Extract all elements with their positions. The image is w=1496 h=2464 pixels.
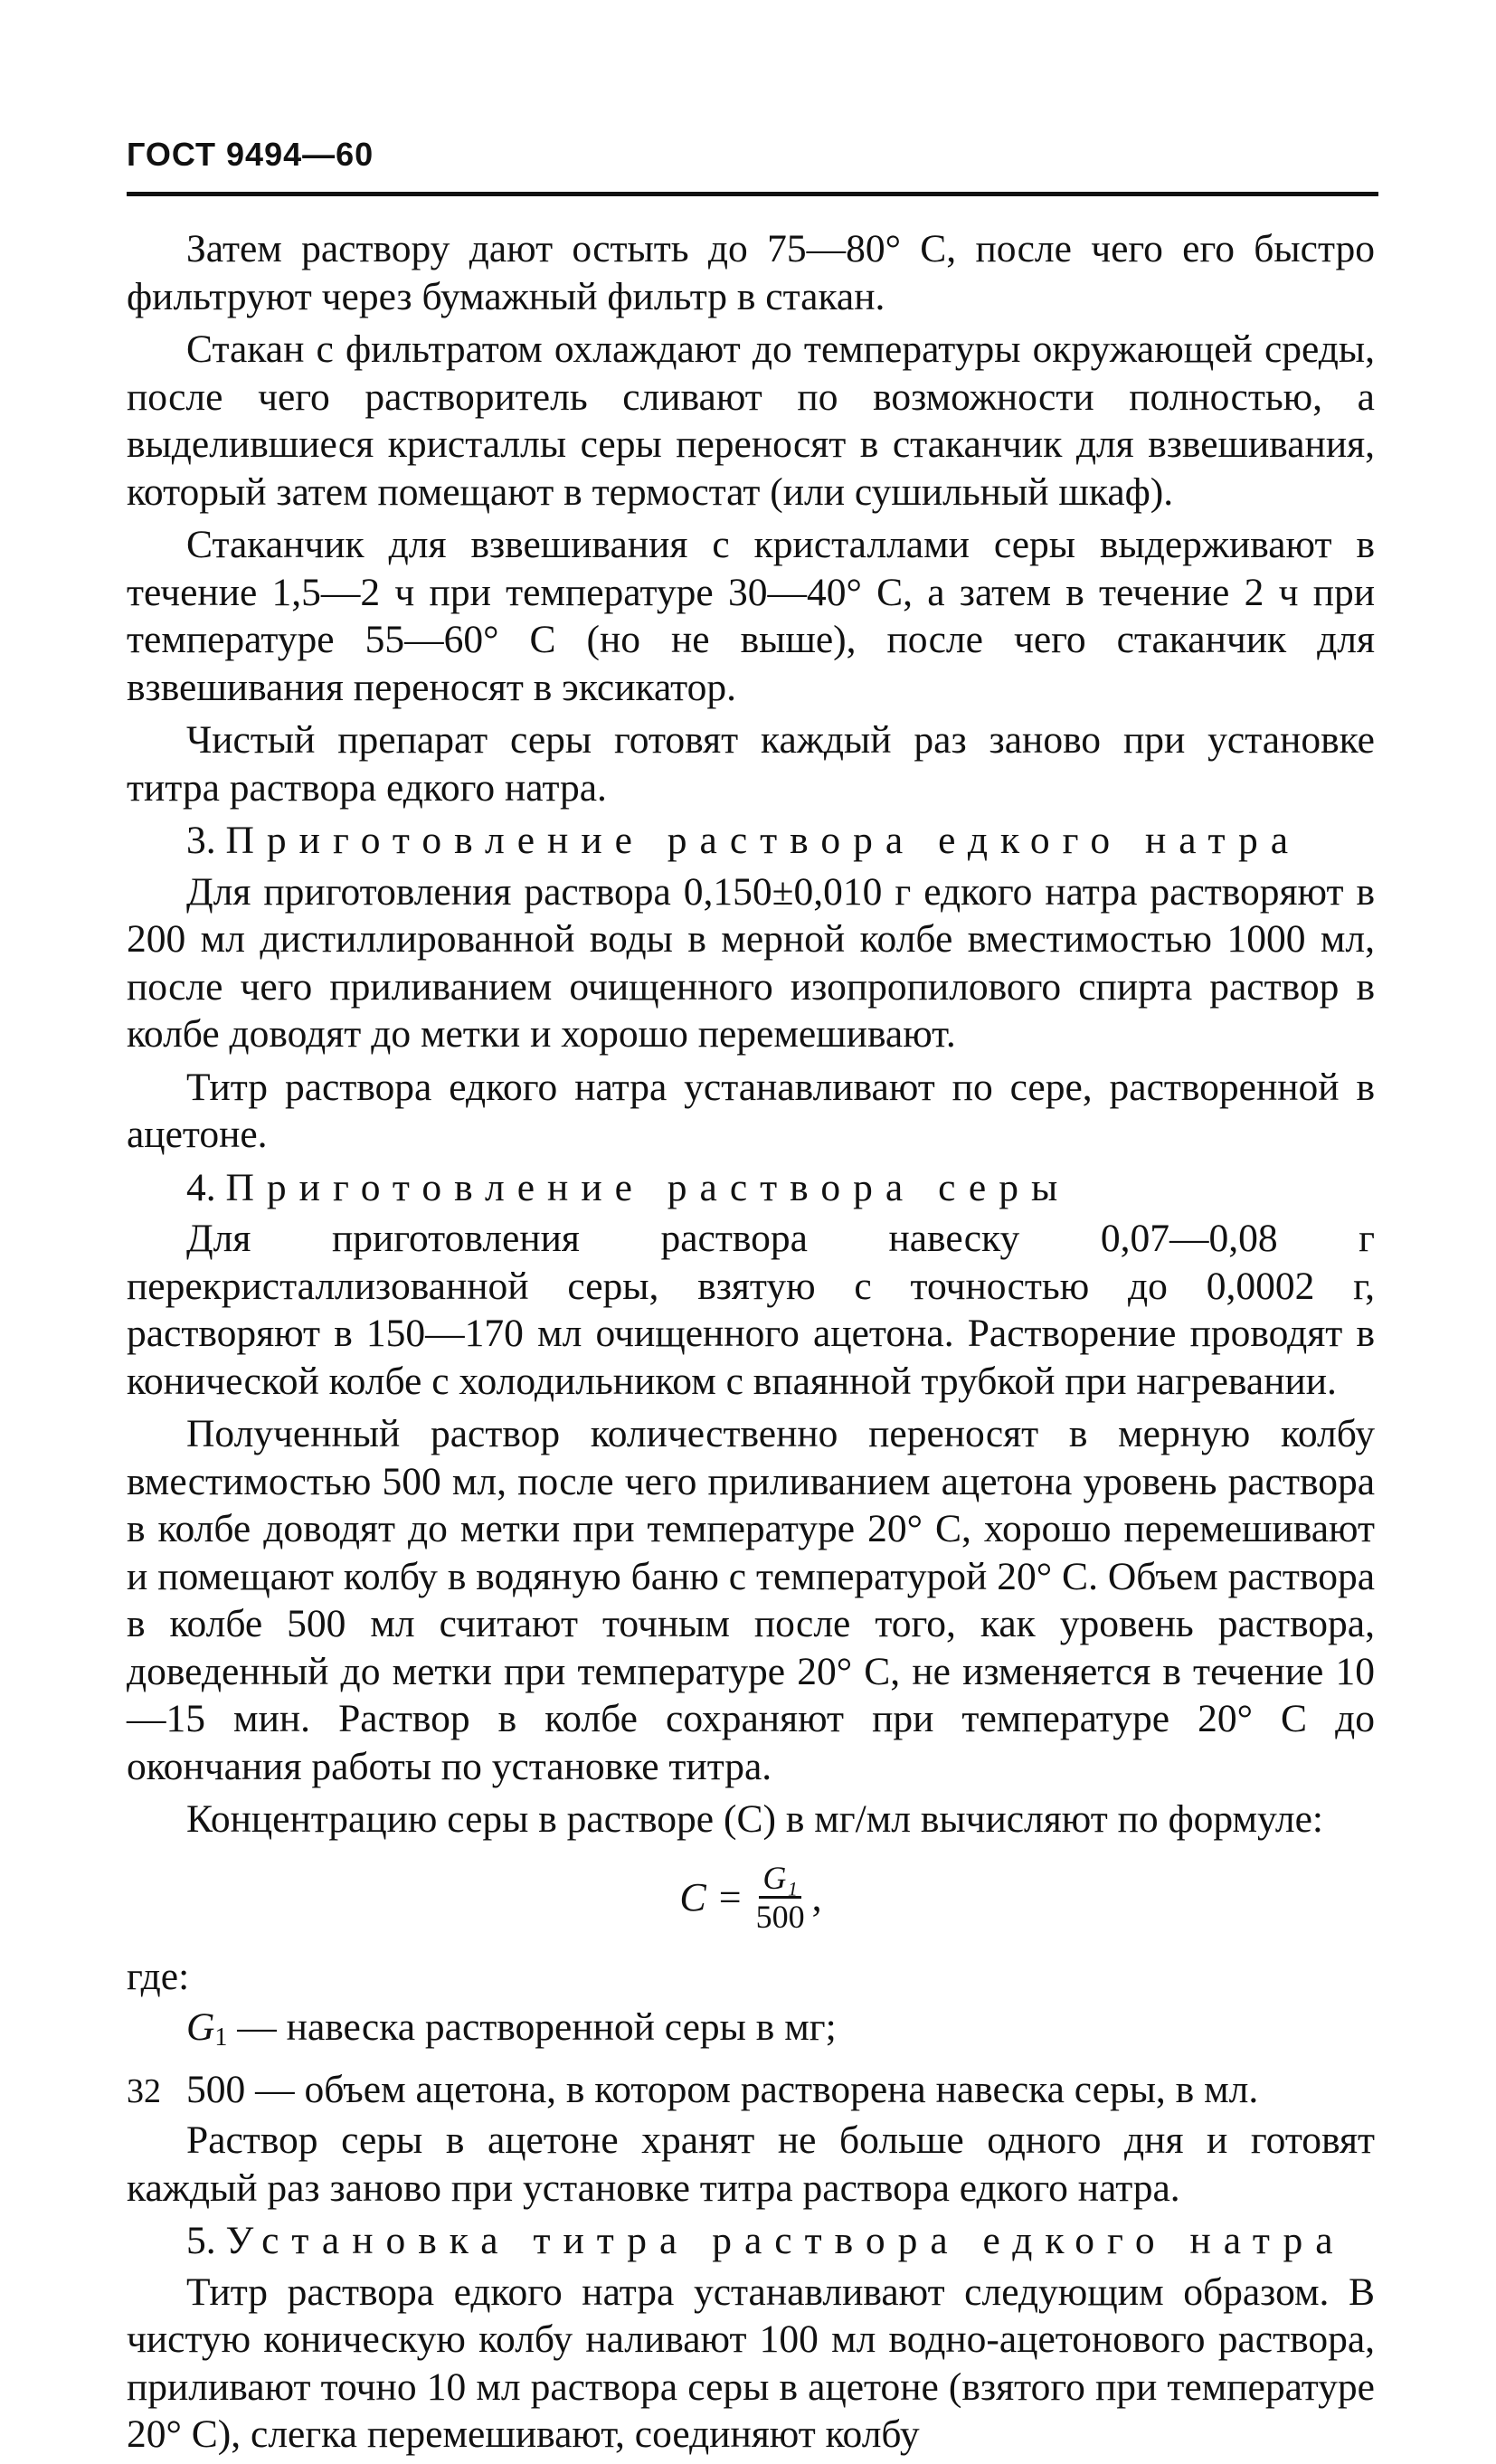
paragraph: Для приготовления раствора 0,150±0,010 г едкого натра растворяют в 200 мл дистиллированной воды в мерной колбе вместимостью 1000 мл, после чего приливанием очищенного изопропилового спирта раствор в колбе доводят до метки и хорошо перемешивают. <box>127 869 1375 1056</box>
paragraph: Стаканчик для взвешивания с кристаллами серы выдерживают в течение 1,5—2 ч при температуре 30—40° С, а затем в течение 2 ч при температуре 55—60° С (но не выше), после чего стаканчик для взвешивания переносят в эксикатор. <box>127 523 1375 709</box>
concentration-formula <box>127 1860 1375 1935</box>
section-4-heading <box>127 1164 1375 1212</box>
section-number: 5. <box>186 2219 216 2262</box>
formula-fraction <box>753 1860 809 1935</box>
legend-item <box>186 2066 1375 2114</box>
paragraph: Титр раствора едкого натра устанавливают следующим образом. В чистую коническую колбу наливают 100 мл водно-ацетонового раствора, приливают точно 10 мл раствора серы в ацетоне (взятого при температуре 20° С), слегка перемешивают, соединяют колбу <box>127 2270 1375 2456</box>
standard-code-header: ГОСТ 9494—60 <box>127 136 374 173</box>
section-title: Установка титра раствора едкого натра <box>225 2219 1346 2262</box>
legend-item <box>186 2004 1375 2062</box>
paragraph: Раствор серы в ацетоне хранят не больше одного дня и готовят каждый раз заново при установке титра раствора едкого натра. <box>127 2118 1375 2210</box>
formula-comma: , <box>811 1874 822 1919</box>
formula-lhs: C <box>679 1874 706 1919</box>
formula-equals: = <box>718 1874 742 1919</box>
document-page <box>127 136 1375 2464</box>
paragraph: Чистый препарат серы готовят каждый раз заново при установке титра раствора едкого натра. <box>127 718 1375 810</box>
page-number: 32 <box>127 2072 161 2110</box>
section-number: 4. <box>186 1165 216 1209</box>
paragraph: Титр раствора едкого натра устанавливают по сере, растворенной в ацетоне. <box>127 1065 1375 1156</box>
legend-text: — объем ацетона, в котором растворена навеска серы, в мл. <box>245 2067 1259 2111</box>
formula-numerator: G₁ <box>759 1860 801 1899</box>
section-title: Приготовление раствора едкого натра <box>225 819 1302 862</box>
section-3-heading <box>127 817 1375 865</box>
legend-symbol: G <box>186 2005 215 2049</box>
document-body <box>127 225 1375 2459</box>
formula-denominator: 500 <box>755 1898 805 1935</box>
paragraph: Затем раствору дают остыть до 75—80° С, после чего его быстро фильтруют через бумажный фильтр в стакан. <box>127 227 1375 318</box>
section-title: Приготовление раствора серы <box>225 1165 1071 1209</box>
section-5-heading <box>127 2217 1375 2265</box>
paragraph: Концентрацию серы в растворе (С) в мг/мл вычисляют по формуле: <box>186 1797 1323 1841</box>
paragraph: Для приготовления раствора навеску 0,07—0,08 г перекристаллизованной серы, взятую с точностью до 0,0002 г, растворяют в 150—170 мл очищенного ацетона. Растворение проводят в конической колбе с холодильником с впаянной трубкой при нагревании. <box>127 1217 1375 1403</box>
section-number: 3. <box>186 819 216 862</box>
legend-symbol: 500 <box>186 2067 246 2111</box>
header-divider <box>127 192 1378 196</box>
paragraph: Стакан с фильтратом охлаждают до температуры окружающей среды, после чего растворитель сливают по возможности полностью, а выделившиеся кристаллы серы переносят в стаканчик для взвешивания, который затем помещают в термостат (или сушильный шкаф). <box>127 327 1375 514</box>
legend-text: — навеска растворенной серы в мг; <box>227 2005 837 2049</box>
where-label: где: <box>127 1954 190 1998</box>
paragraph: Полученный раствор количественно переносят в мерную колбу вместимостью 500 мл, после чего приливанием ацетона уровень раствора в колбе доводят до метки при температуре 20° С, хорошо перемешивают и помещают колбу в водяную баню с температурой 20° С. Объем раствора в колбе 500 мл считают точным после того, как уровень раствора, доведенный до метки при температуре 20° С, не изменяется в течение 10—15 мин. Раствор в колбе сохраняют при температуре 20° С до окончания работы по установке титра. <box>127 1412 1375 1788</box>
legend-subscript: 1 <box>214 2023 228 2052</box>
